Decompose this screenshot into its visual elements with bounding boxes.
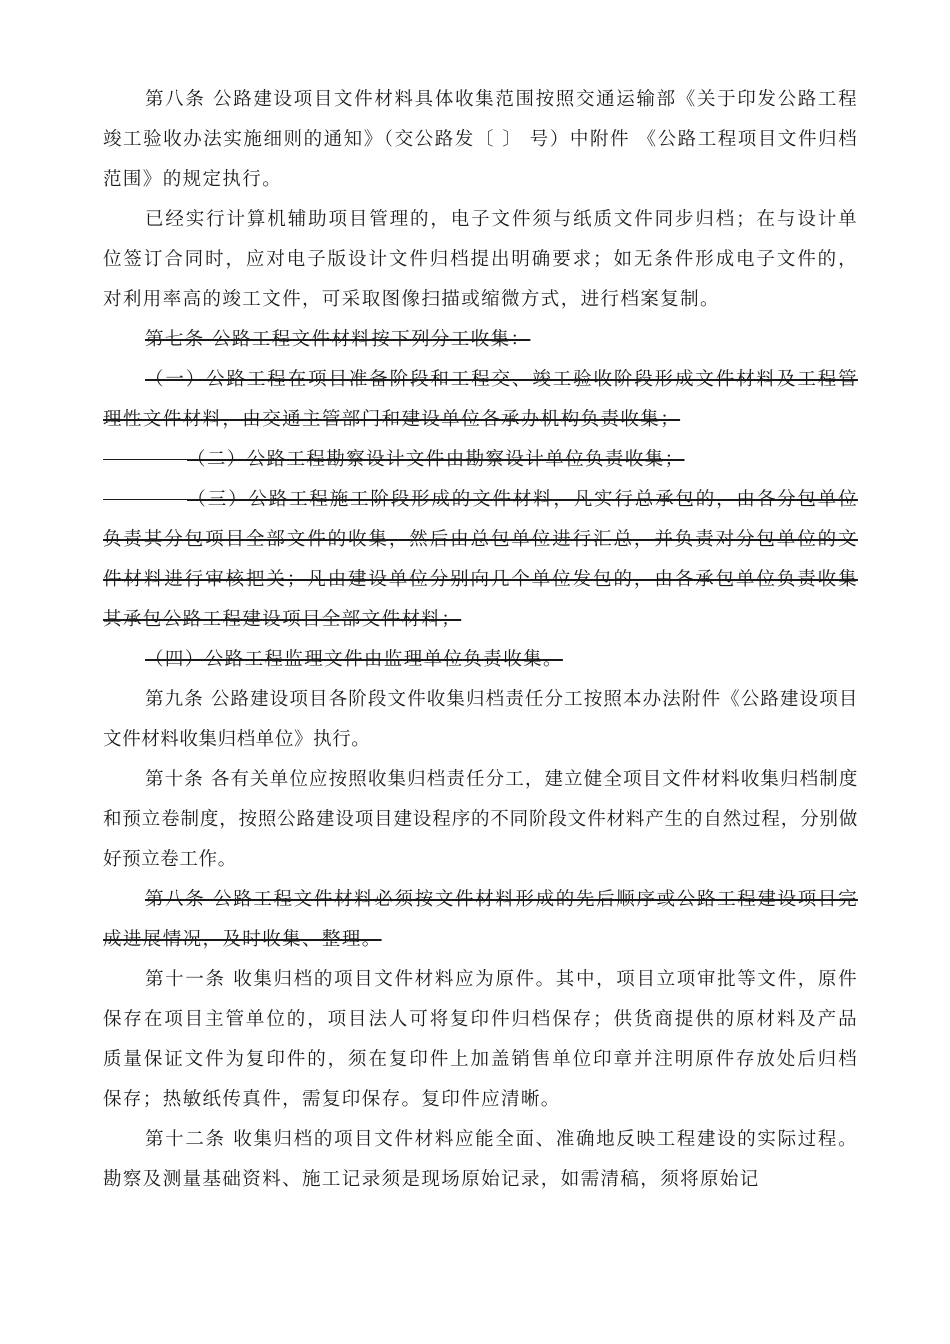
article-7-item-4-struck: （四）公路工程监理文件由监理单位负责收集。 — [145, 649, 563, 670]
strike-lead-rule — [145, 459, 187, 460]
article-7-item-2-struck: （二）公路工程勘察设计文件由勘察设计单位负责收集； — [103, 440, 858, 480]
article-8-collection-struck: 第八条 公路工程文件材料必须按文件材料形成的先后顺序或公路工程建设项目完成进展情况，及时收集、整理。 — [103, 889, 858, 950]
article-10: 第十条 各有关单位应按照收集归档责任分工，建立健全项目文件材料收集归档制度和预立卷制度，按照公路建设项目建设程序的不同阶段文件材料产生的自然过程，分别做好预立卷工作。 — [103, 769, 858, 870]
document-page — [103, 80, 858, 1200]
article-7-item-3-struck: （三）公路工程施工阶段形成的文件材料，凡实行总承包的，由各分包单位负责其分包项目全部文件的收集，然后由总包单位进行汇总，并负责对分包单位的文件材料进行审核把关；凡由建设单位分别向几个单位发包的，由各承包单位负责收集其承包公路工程建设项目全部文件材料； — [103, 489, 858, 630]
article-7-item-1-struck: （一）公路工程在项目准备阶段和工程交、竣工验收阶段形成文件材料及工程管理性文件材料，由交通主管部门和建设单位各承办机构负责收集； — [103, 369, 858, 430]
strike-lead-rule — [103, 499, 145, 500]
article-12: 第十二条 收集归档的项目文件材料应能全面、准确地反映工程建设的实际过程。勘察及测量基础资料、施工记录须是现场原始记录，如需清稿，须将原始记 — [103, 1129, 858, 1190]
article-7-struck: 第七条 公路工程文件材料按下列分工收集： — [145, 329, 531, 350]
strike-lead-rule — [145, 499, 187, 500]
article-8-electronic-files: 已经实行计算机辅助项目管理的，电子文件须与纸质文件同步归档；在与设计单位签订合同时，应对电子版设计文件归档提出明确要求；如无条件形成电子文件的，对利用率高的竣工文件，可采取图像扫描或缩微方式，进行档案复制。 — [103, 209, 858, 310]
article-11: 第十一条 收集归档的项目文件材料应为原件。其中，项目立项审批等文件，原件保存在项目主管单位的，项目法人可将复印件归档保存；供货商提供的原材料及产品质量保证文件为复印件的，须在复印件上加盖销售单位印章并注明原件存放处后归档保存；热敏纸传真件，需复印保存。复印件应清晰。 — [103, 969, 858, 1110]
article-8-scope: 第八条 公路建设项目文件材料具体收集范围按照交通运输部《关于印发公路工程竣工验收办法实施细则的通知》（交公路发〔 〕 号）中附件 《公路工程项目文件归档范围》的规定执行。 — [103, 89, 858, 190]
strike-lead-rule — [103, 459, 145, 460]
article-9: 第九条 公路建设项目各阶段文件收集归档责任分工按照本办法附件《公路建设项目文件材料收集归档单位》执行。 — [103, 689, 858, 750]
